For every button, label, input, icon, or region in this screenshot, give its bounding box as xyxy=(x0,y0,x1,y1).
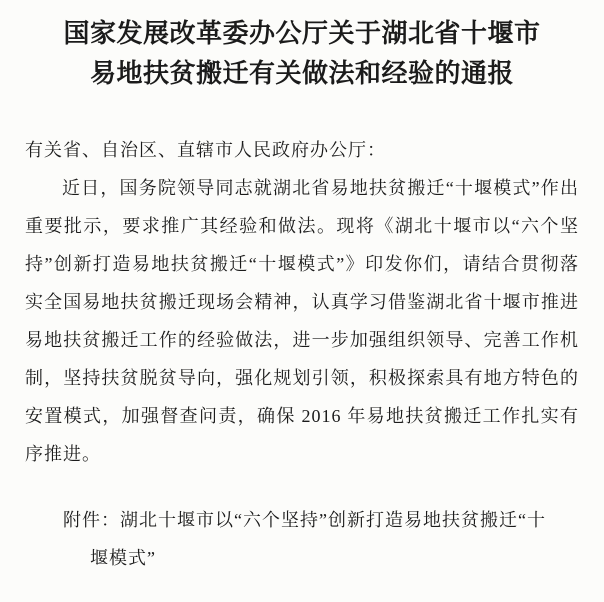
attachment-label: 附件： xyxy=(63,510,120,530)
title-line-2: 易地扶贫搬迁有关做法和经验的通报 xyxy=(89,59,514,88)
attachment-text: 湖北十堰市以“六个坚持”创新打造易地扶贫搬迁“十 xyxy=(120,510,546,530)
body-paragraph: 近日，国务院领导同志就湖北省易地扶贫搬迁“十堰模式”作出重要批示，要求推广其经验和做法。现将《湖北十堰市以“六个坚持”创新打造易地扶贫搬迁“十堰模式”》印发你们，请结合贯彻落实全国易地扶贫搬迁现场会精神，认真学习借鉴湖北省十堰市推进易地扶贫搬迁工作的经验做法，进一步加强组织领导、完善工作机制，坚持扶贫脱贫导向，强化规划引领，积极探索具有地方特色的安置模式，加强督查问责，确保 2016 年易地扶贫搬迁工作扎实有序推进。 xyxy=(25,178,579,464)
document-body xyxy=(25,131,579,577)
title-line-1: 国家发展改革委办公厅关于湖北省十堰市 xyxy=(63,19,541,48)
attachment-line-2: 堰模式” xyxy=(90,548,156,568)
attachment-note xyxy=(25,501,579,577)
attachment-line-1 xyxy=(63,501,579,539)
document-title xyxy=(0,0,604,94)
salutation: 有关省、自治区、直辖市人民政府办公厅： xyxy=(25,140,386,160)
